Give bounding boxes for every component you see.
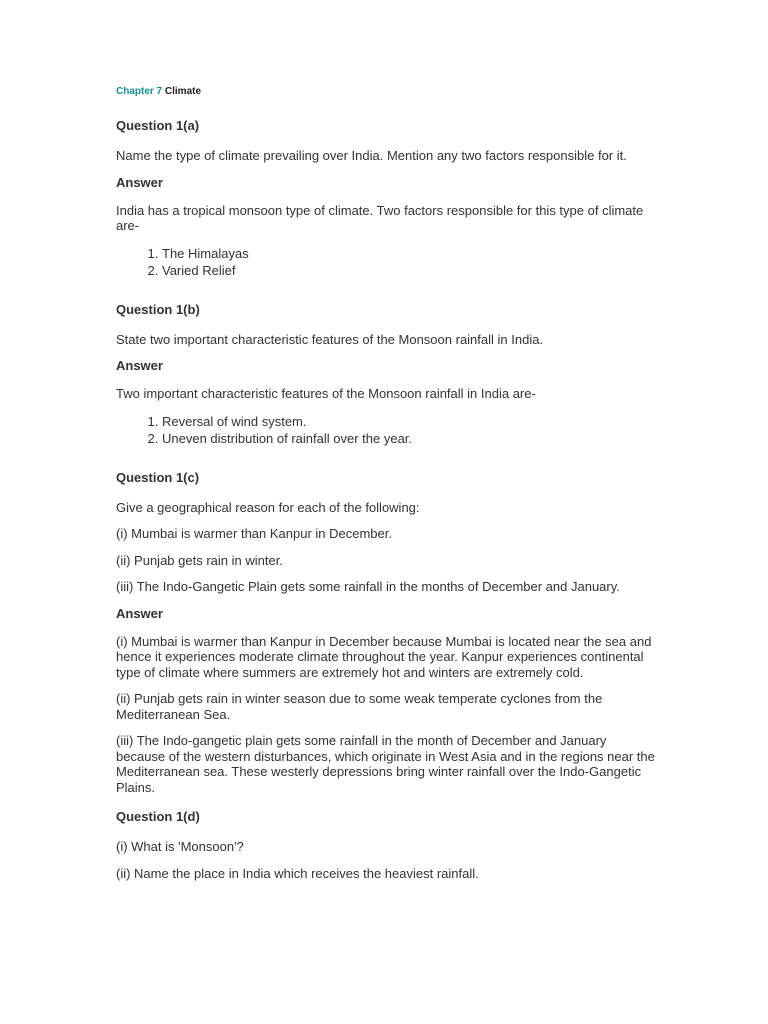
list-item: 2. Uneven distribution of rainfall over the year. [162, 430, 656, 448]
answer-label: Answer [116, 358, 163, 373]
answer-list [116, 413, 656, 448]
list-item: 1. Reversal of wind system. [162, 413, 656, 431]
question-title: Question 1(a) [116, 118, 200, 133]
answer-label: Answer [116, 174, 163, 190]
answer-text: (iii) The Indo-gangetic plain gets some rainfall in the month of December and January because of the western disturbances, which originate in West Asia and in the regions near the Mediterranean sea. These westerly depressions bring winter rainfall over the Indo-Gangetic Plains. [116, 733, 655, 795]
question-part: (i) Mumbai is warmer than Kanpur in December. [116, 526, 392, 541]
question-title: Question 1(d) [116, 809, 200, 824]
chapter-title: Climate [164, 86, 202, 97]
question-title: Question 1(b) [116, 301, 200, 317]
list-item: 2. Varied Relief [162, 262, 656, 280]
answer-text: India has a tropical monsoon type of climate. Two factors responsible for this type of climate are- [116, 202, 644, 233]
question-part: (ii) Punjab gets rain in winter. [116, 552, 283, 568]
question-part: (ii) Name the place in India which receives the heaviest rainfall. [116, 865, 479, 881]
chapter-number[interactable]: Chapter 7 [116, 86, 163, 97]
answer-text: (i) Mumbai is warmer than Kanpur in December because Mumbai is located near the sea and hence it experiences moderate climate throughout the year. Kanpur experiences continental type of climate where summers are extremely hot and winters are extremely cold. [116, 633, 652, 680]
question-text: State two important characteristic features of the Monsoon rainfall in India. [116, 331, 544, 347]
list-item: 1. The Himalayas [162, 245, 656, 263]
question-1d [116, 809, 656, 881]
question-1c [116, 470, 656, 810]
answer-label: Answer [116, 605, 163, 621]
question-title: Question 1(c) [116, 469, 200, 485]
answer-list [116, 245, 656, 280]
question-intro: Give a geographical reason for each of the following: [116, 499, 420, 515]
chapter-heading [116, 86, 656, 98]
question-1b [116, 302, 656, 448]
question-1a [116, 118, 656, 280]
question-part: (i) What is 'Monsoon'? [116, 839, 244, 854]
answer-text: Two important characteristic features of the Monsoon rainfall in India are- [116, 386, 536, 401]
question-text: Name the type of climate prevailing over India. Mention any two factors responsible for it. [116, 148, 627, 163]
answer-text: (ii) Punjab gets rain in winter season due to some weak temperate cyclones from the Mediterranean Sea. [116, 691, 603, 722]
question-part: (iii) The Indo-Gangetic Plain gets some rainfall in the months of December and January. [116, 579, 620, 594]
document-page [116, 86, 656, 892]
